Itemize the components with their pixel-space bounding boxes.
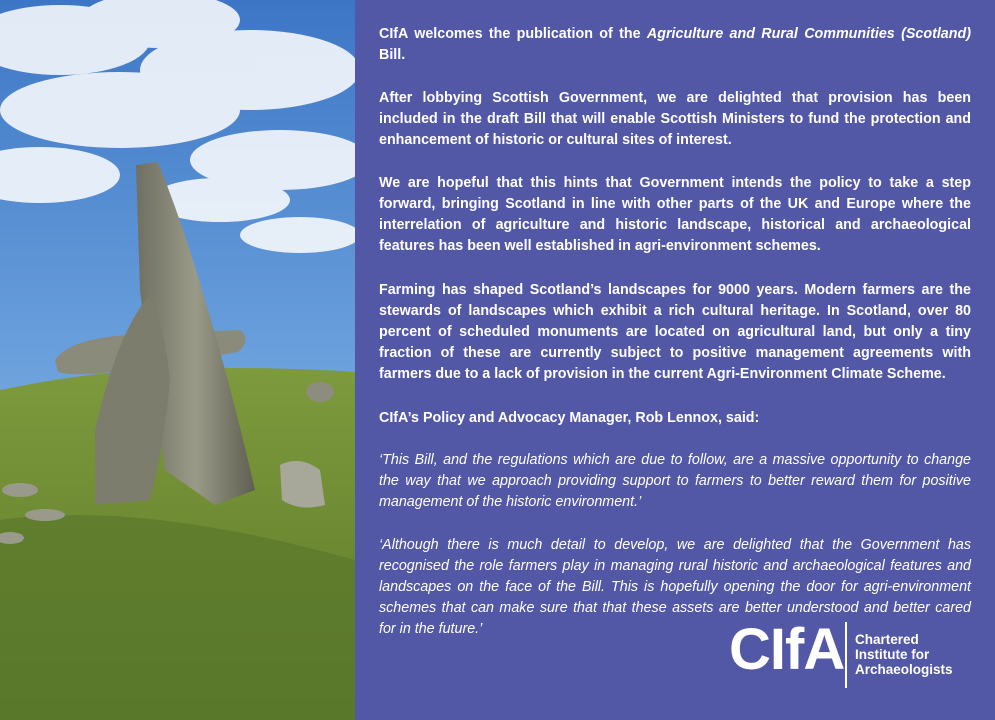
logo-wordmark [855, 632, 953, 677]
logo-line-3: Archaeologists [855, 662, 953, 677]
lobbying-paragraph: After lobbying Scottish Government, we are delighted that provision has been included in the draft Bill that will enable Scottish Ministers to fund the protection and enhancement of historic or cultural sites of interest. [379, 90, 971, 148]
quote-1: ‘This Bill, and the regulations which are due to follow, are a massive opportunity to change the way that we approach providing support to farmers to better reward them for positive management of the historic environment.’ [379, 452, 971, 510]
article-panel [355, 0, 995, 720]
logo-divider [845, 622, 847, 688]
logo-line-1: Chartered [855, 632, 919, 647]
spokesperson-intro: CIfA’s Policy and Advocacy Manager, Rob Lennox, said: [379, 410, 760, 426]
hopeful-paragraph: We are hopeful that this hints that Government intends the policy to take a step forward, bringing Scotland in line with other parts of the UK and Europe where the interrelation of agriculture and historic landscape, historical and archaeological features has been well established in agri-environment schemes. [379, 175, 971, 254]
logo-line-2: Institute for [855, 647, 930, 662]
logo-mark: CIfA [729, 617, 845, 682]
cifa-logo [729, 617, 989, 692]
quote-2: ‘Although there is much detail to develop, we are delighted that the Government has recognised the role farmers play in managing rural historic and archaeological features and landscapes on the face of the Bill. This is hopefully opening the door for agri-environment schemes that can make sure that that these assets are better understood and better cared for in the future.’ [379, 537, 971, 637]
bill-title: Agriculture and Rural Communities (Scotland) [646, 26, 971, 42]
farming-paragraph: Farming has shaped Scotland’s landscapes for 9000 years. Modern farmers are the stewards of landscapes which exhibit a rich cultural heritage. In Scotland, over 80 percent of scheduled monuments are located on agricultural land, but only a tiny fraction of these are currently subject to positive management agreements with farmers due to a lack of provision in the current Agri-Environment Climate Scheme. [379, 282, 971, 382]
intro-paragraph: CIfA welcomes the publication of the Agriculture and Rural Communities (Scotland) Bill. [379, 26, 971, 63]
standing-stones-photo [0, 0, 355, 720]
